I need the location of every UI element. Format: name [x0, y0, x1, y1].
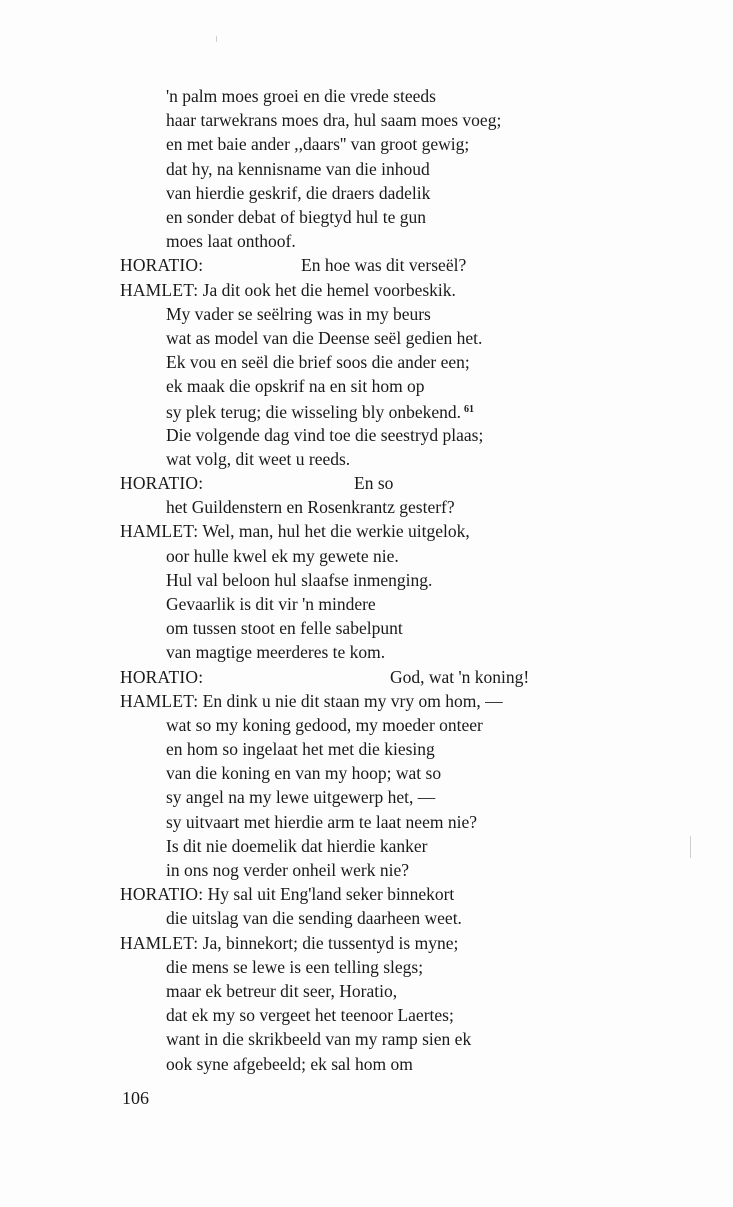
verse-line: Ek vou en seël die brief soos die ander een; [166, 352, 470, 373]
verse-line: Gevaarlik is dit vir 'n mindere [166, 593, 376, 614]
verse-line: Hul val beloon hul slaafse inmenging. [166, 569, 433, 590]
speech-text: God, wat 'n koning! [390, 666, 530, 687]
verse-text: sy plek terug; die wisseling bly onbekend. [166, 402, 462, 423]
verse-line: wat volg, dit weet u reeds. [166, 448, 351, 469]
paper-speck [216, 36, 217, 42]
play-text [0, 84, 733, 1076]
speech-text: Ja dit ook het die hemel voorbeskik. [202, 279, 456, 300]
verse-line: dat hy, na kennisname van die inhoud [166, 158, 430, 179]
speech-hamlet [0, 689, 733, 713]
speech-text: En so [354, 473, 394, 493]
speech-horatio [0, 882, 733, 906]
verse-line: wat so my koning gedood, my moeder onteer [166, 714, 483, 735]
verse-line: haar tarwekrans moes dra, hul saam moes voeg; [166, 110, 502, 131]
verse-line [0, 398, 733, 422]
verse-line: want in die skrikbeeld van my ramp sien ek [166, 1029, 472, 1050]
speech-text: Ja, binnekort; die tussentyd is myne; [202, 932, 459, 953]
speech-hamlet [0, 278, 733, 302]
verse-line: en met baie ander ,,daars'' van groot gewig; [166, 134, 470, 155]
verse-line: My vader se seëlring was in my beurs [166, 303, 431, 324]
verse-line: ook syne afgebeeld; ek sal hom om [166, 1053, 413, 1074]
verse-line: moes laat onthoof. [166, 231, 296, 252]
verse-line: 'n palm moes groei en die vrede steeds [166, 86, 436, 106]
speech-text: Wel, man, hul het die werkie uitgelok, [202, 521, 470, 542]
verse-line: het Guildenstern en Rosenkrantz gesterf? [166, 497, 455, 518]
verse-line: sy angel na my lewe uitgewerp het, — [166, 787, 436, 808]
speaker-name: HORATIO: [120, 666, 204, 687]
verse-line: oor hulle kwel ek my gewete nie. [166, 545, 399, 566]
footnote-marker: 61 [464, 404, 475, 416]
speaker-name: HAMLET: [120, 521, 199, 542]
speech-text: Hy sal uit Eng'land seker binnekort [207, 884, 455, 905]
speech-horatio [0, 253, 733, 277]
verse-line: maar ek betreur dit seer, Horatio, [166, 980, 398, 1001]
verse-line: van hierdie geskrif, die draers dadelik [166, 182, 431, 203]
verse-line: van magtige meerderes te kom. [166, 642, 386, 663]
speaker-name: HORATIO: [120, 473, 204, 493]
speech-horatio [0, 471, 733, 495]
speaker-name: HAMLET: [120, 932, 199, 953]
speaker-name: HAMLET: [120, 690, 199, 711]
verse-line: die mens se lewe is een telling slegs; [166, 956, 424, 977]
verse-line: om tussen stoot en felle sabelpunt [166, 618, 403, 639]
verse-line: dat ek my so vergeet het teenoor Laertes; [166, 1005, 454, 1026]
speaker-name: HORATIO: [120, 884, 204, 905]
page-number: 106 [122, 1088, 149, 1108]
verse-line: wat as model van die Deense seël gedien het. [166, 327, 483, 348]
verse-line: ek maak die opskrif na en sit hom op [166, 376, 425, 397]
verse-line: in ons nog verder onheil werk nie? [166, 860, 409, 880]
speaker-name: HORATIO: [120, 255, 204, 276]
verse-line: Die volgende dag vind toe die seestryd plaas; [166, 424, 484, 445]
verse-line: van die koning en van my hoop; wat so [166, 763, 442, 784]
speech-text: En hoe was dit verseël? [301, 255, 467, 276]
verse-line: en sonder debat of biegtyd hul te gun [166, 206, 427, 227]
verse-line: die uitslag van die sending daarheen weet. [166, 908, 462, 929]
verse-line: Is dit nie doemelik dat hierdie kanker [166, 835, 428, 856]
speaker-name: HAMLET: [120, 279, 199, 300]
verse-line: sy uitvaart met hierdie arm te laat neem nie? [166, 811, 477, 832]
speech-hamlet [0, 519, 733, 543]
speech-horatio [0, 665, 733, 689]
verse-line: en hom so ingelaat het met die kiesing [166, 739, 435, 760]
speech-text: En dink u nie dit staan my vry om hom, — [202, 690, 503, 711]
speech-hamlet [0, 931, 733, 955]
